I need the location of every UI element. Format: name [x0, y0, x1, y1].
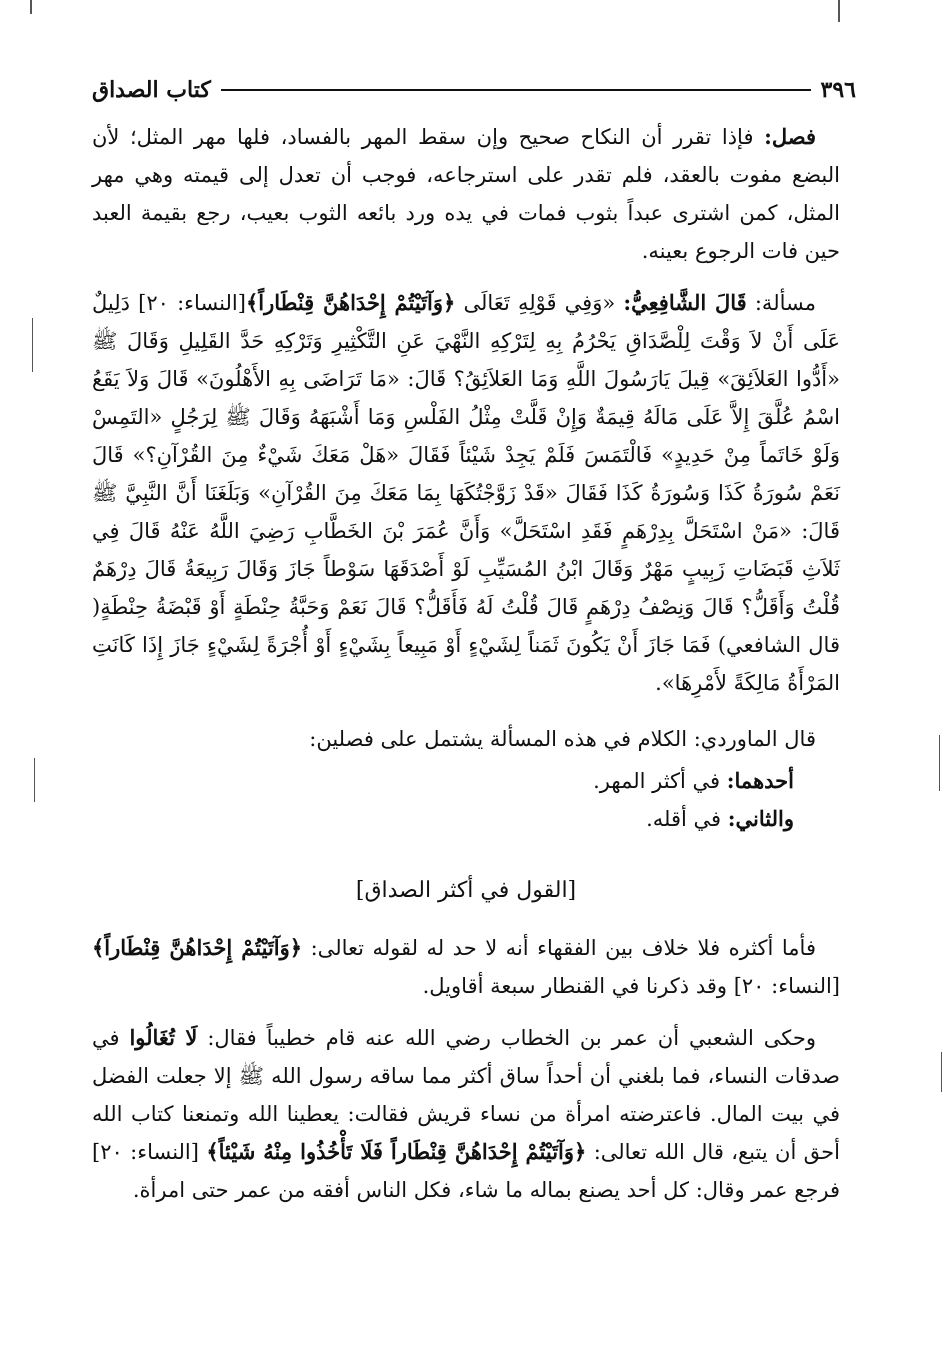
shabi-text-end: [النساء: ٢٠] فرجع عمر وقال: كل أحد يصنع بماله ما شاء، فكل الناس أفقه من عمر حتى امرأة. — [92, 1140, 840, 1202]
akthar-verse: ﴿وَآتَيْتُمْ إِحْدَاهُنَّ قِنْطَاراً﴾ — [92, 935, 303, 960]
masala-verse: ﴿وَآتَيْتُمْ إِحْدَاهُنَّ قِنْطَاراً﴾ — [245, 290, 456, 315]
scan-mark-top-right — [838, 0, 840, 22]
mawardi-intro: قال الماوردي: الكلام في هذه المسألة يشتمل على فصلين: — [309, 727, 816, 751]
akthar-text-start: فأما أكثره فلا خلاف بين الفقهاء أنه لا حد له لقوله تعالى: — [310, 936, 816, 960]
page-body — [92, 118, 840, 1223]
masala-paragraph — [92, 284, 840, 702]
page-number: ٣٩٦ — [820, 77, 856, 103]
akthar-paragraph — [92, 929, 840, 1005]
scan-mark-top-left — [30, 0, 32, 14]
mawardi-first-text: في أكثر المهر. — [593, 769, 721, 793]
shabi-verse: ﴿وَآتَيْتُمْ إِحْدَاهُنَّ قِنْطَاراً فَلَا تَأْخُذُوا مِنْهُ شَيْئاً﴾ — [206, 1139, 587, 1164]
mawardi-first-label: أحدهما: — [726, 768, 794, 793]
shabi-text-mid: في صدقات النساء، فما بلغني أن أحداً ساق أكثر مما ساقه رسول الله ﷺ إلا جعلت الفضل في بيت المال. فاعترضته امرأة من نساء قريش فقالت: يعطينا الله وتمنعنا كتاب الله أحق أن يتبع، قال الله تعالى: — [92, 1026, 840, 1164]
scan-mark-left-upper — [32, 318, 33, 372]
mawardi-second-label: والثاني: — [727, 806, 794, 831]
page-header — [92, 70, 856, 110]
shabi-paragraph — [92, 1019, 840, 1209]
book-title: كتاب الصداق — [92, 77, 211, 103]
masala-label: مسألة: — [754, 291, 816, 315]
mawardi-second-line — [92, 800, 794, 838]
shabi-text-start: وحكى الشعبي أن عمر بن الخطاب رضي الله عنه قام خطيباً فقال: — [207, 1026, 816, 1050]
fasl-text: فإذا تقرر أن النكاح صحيح وإن سقط المهر بالفساد، فلها مهر المثل؛ لأن البضع مفوت بالعقد، فلم تقدر على استرجاعه، فوجب أن تعدل إلى قيمته وهي مهر المثل، كمن اشترى عبداً بثوب فمات في يده ورد بائعه الثوب بعيب، رجع بقيمة العبد حين فات الرجوع بعينه. — [92, 125, 840, 263]
section-title: [القول في أكثر الصداق] — [355, 878, 577, 903]
mawardi-first-line — [92, 762, 794, 800]
masala-speaker: قَالَ الشَّافِعِيُّ: — [623, 290, 747, 315]
scan-mark-left-lower — [34, 758, 35, 802]
shabi-quote: لَا تُغَالُوا — [129, 1025, 198, 1050]
akthar-text-end: [النساء: ٢٠] وقد ذكرنا في القنطار سبعة أقاويل. — [422, 974, 840, 998]
masala-quote-open: «وَفِي قَوْلِهِ تَعَالَى — [463, 291, 616, 315]
scan-mark-right-middle — [939, 735, 940, 791]
header-rule — [221, 89, 811, 91]
fasl-paragraph — [92, 118, 840, 270]
scan-mark-right-lower — [941, 1052, 942, 1092]
masala-text: [النساء: ٢٠] دَلِيلٌ عَلَى أَنْ لاَ وَقْتَ لِلْصَّدَاقِ يَحْرُمُ بِهِ لِتَرْكِهِ النَّهْيَ عَنِ التَّكْثِيرِ وَتَرْكِهِ حَدَّ القَلِيلِ وَقَالَ ﷺ «أَدُّوا العَلاَئِقَ» قِيلَ يَارَسُولَ اللَّهِ وَمَا العَلاَئِقُ؟ قَالَ: «مَا تَرَاضَى بِهِ الأَهْلُونَ» قَالَ وَلاَ يَقَعُ اسْمُ عُلَّقَ إِلاَّ عَلَى مَالَهُ قِيمَةٌ وَإِنْ قَلَّتْ مِثْلُ الفَلْسِ وَمَا أَشْبَهَهُ وَقَالَ ﷺ لِرَجُلٍ «التَمِسْ وَلَوْ خَاتَماً مِنْ حَدِيدٍ» فَالْتَمَسَ فَلَمْ يَجِدْ شَيْئاً فَقَالَ «هَلْ مَعَكَ شَيْءٌ مِنَ القُرْآنِ؟» قَالَ نَعَمْ سُورَةُ كَذَا وَسُورَةُ كَذَا فَقَالَ «قَدْ زَوَّجْتُكَهَا بِمَا مَعَكَ مِنَ القُرْآنِ» وَبَلَغَنَا أَنَّ النَّبِيَّ ﷺ قَالَ: «مَنْ اسْتَحَلَّ بِدِرْهَمٍ فَقَدِ اسْتَحَلَّ» وَأَنَّ عُمَرَ بْنَ الخَطَّابِ رَضِيَ اللَّهُ عَنْهُ قَالَ فِي ثَلاَثِ قَبَضَاتِ زَبِيبٍ مَهْرٌ وَقَالَ ابْنُ المُسَيِّبِ لَوْ أَصْدَقَهَا سَوْطاً جَازَ وَقَالَ رَبِيعَةُ قَالَ دِرْهَمٌ قُلْتُ وَأَقَلُّ؟ قَالَ وَنِصْفُ دِرْهَمٍ قَالَ قُلْتُ لَهُ فَأَقَلُّ؟ قَالَ نَعَمْ وَحَبَّةُ حِنْطَةٍ أَوْ قَبْضَةُ حِنْطَةٍ( قال الشافعي) فَمَا جَازَ أَنْ يَكُونَ ثَمَناً لِشَيْءٍ أَوْ مَبِيعاً بِشَيْءٍ أَوْ أُجْرَةً لِشَيْءٍ جَازَ إِذَا كَانَتِ المَرْأَةُ مَالِكَةً لأَمْرِهَا». — [92, 291, 840, 695]
fasl-label: فصل: — [764, 124, 816, 149]
mawardi-second-text: في أقله. — [646, 807, 722, 831]
